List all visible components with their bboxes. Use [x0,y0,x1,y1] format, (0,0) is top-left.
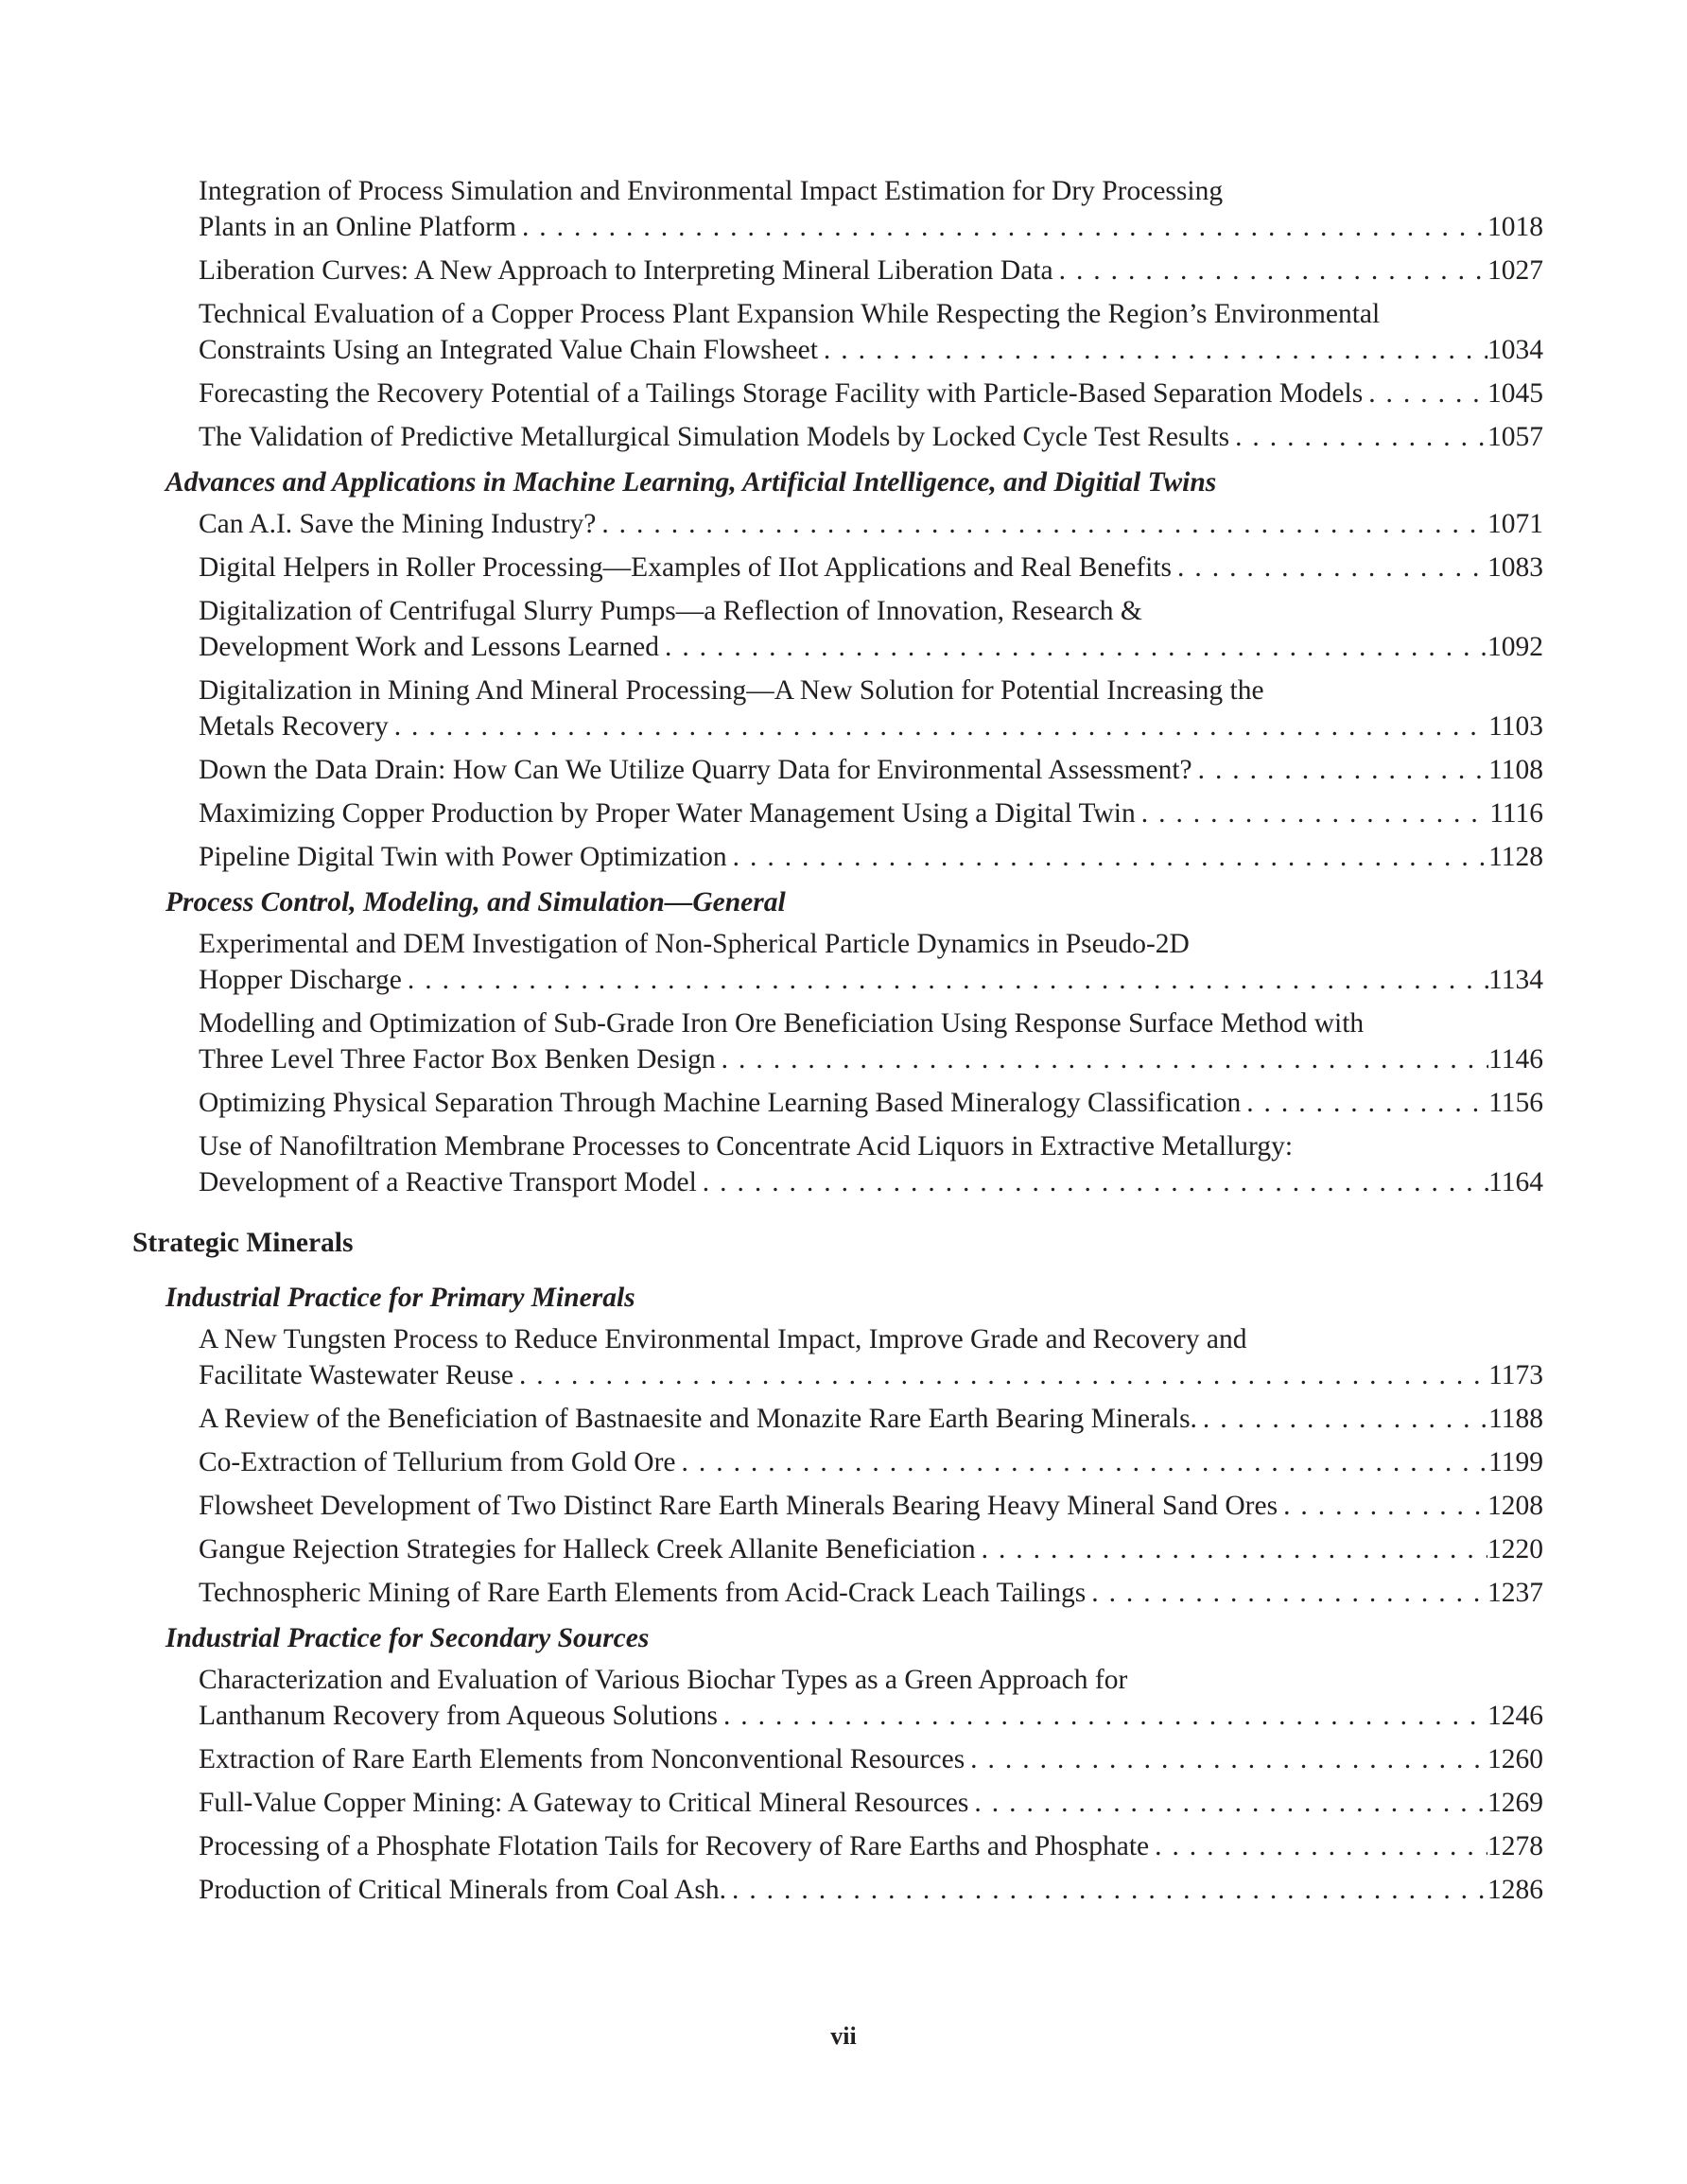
toc-entry-page-number: 1103 [1488,711,1543,742]
toc-entry-page-number: 1220 [1487,1534,1543,1564]
toc-entry [199,839,1543,875]
toc-entry-page-number: 1034 [1487,335,1543,365]
toc-entry-title-line: Digital Helpers in Roller Processing—Examples of IIot Applications and Real Benefits [199,552,1173,583]
toc-entry-last-line [199,1357,1543,1393]
toc-entry-page-number: 1116 [1489,798,1543,829]
toc-entry [199,1321,1543,1393]
toc-entry [199,673,1543,744]
toc-entry-page-number: 1146 [1488,1044,1543,1075]
toc-entry [199,376,1543,411]
toc-entry [199,1401,1543,1437]
toc-entry-title-line: The Validation of Predictive Metallurgical Simulation Models by Locked Cycle Test Results [199,422,1230,452]
toc-entry-page-number: 1237 [1487,1578,1543,1608]
toc-entry-last-line [199,962,1543,998]
toc-entry-title-line: Hopper Discharge [199,965,402,995]
dot-leader [718,1698,1487,1734]
toc-entry-last-line [199,629,1543,665]
dot-leader [818,332,1487,368]
toc-entry-last-line [199,1531,1543,1567]
dot-leader [676,1444,1489,1480]
toc-entry-last-line [199,1085,1543,1121]
toc-entry [199,253,1543,288]
dot-leader [402,962,1488,998]
dot-leader [965,1741,1487,1777]
toc-entry-page-number: 1057 [1487,422,1543,452]
toc-entry-last-line [199,1041,1543,1077]
toc-entry-title-line: Digitalization in Mining And Mineral Processing—A New Solution for Potential Increasing the [199,675,1264,706]
toc-entry-page-number: 1208 [1487,1491,1543,1521]
section-heading: Strategic Minerals [132,1228,354,1258]
table-of-contents [0,173,1687,1915]
toc-entry-page-number: 1027 [1487,255,1543,286]
toc-entry [199,419,1543,455]
toc-entry-title-line: Forecasting the Recovery Potential of a Tailings Storage Facility with Particle-Based Separation Models [199,378,1364,409]
toc-entry [199,1785,1543,1821]
toc-entry-title-line: Optimizing Physical Separation Through Machine Learning Based Mineralogy Classification [199,1088,1242,1118]
toc-entry-title-line: Liberation Curves: A New Approach to Interpreting Mineral Liberation Data [199,255,1053,286]
subsection-heading: Advances and Applications in Machine Learning, Artificial Intelligence, and Digitial Twins [165,467,1217,498]
toc-entry-page-number: 1199 [1488,1447,1543,1477]
toc-entry-page-number: 1188 [1488,1404,1543,1434]
dot-leader [1229,419,1487,455]
dot-leader [516,209,1487,245]
dot-leader [1278,1488,1487,1524]
toc-entry-last-line [199,795,1543,831]
toc-entry-last-line [199,550,1543,585]
toc-entry [199,593,1543,665]
toc-entry-page-number: 1269 [1487,1788,1543,1818]
dot-leader [1197,1401,1488,1437]
toc-entry-title-line: Integration of Process Simulation and Environmental Impact Estimation for Dry Processing [199,176,1224,206]
dot-leader [596,506,1487,542]
toc-entry-last-line [199,839,1543,875]
toc-entry-page-number: 1128 [1488,842,1543,872]
dot-leader [968,1785,1487,1821]
dot-leader [727,839,1488,875]
toc-entry-title-line: Co-Extraction of Tellurium from Gold Ore [199,1447,676,1477]
toc-entry-title-line: Pipeline Digital Twin with Power Optimization [199,842,727,872]
toc-entry-title-line: Production of Critical Minerals from Coal Ash. [199,1875,726,1905]
toc-entry [199,550,1543,585]
toc-entry-title-line: Constraints Using an Integrated Value Chain Flowsheet [199,335,818,365]
toc-entry-page-number: 1018 [1487,212,1543,242]
toc-entry-page-number: 1071 [1487,509,1543,539]
toc-entry [199,752,1543,788]
toc-entry-last-line [199,1872,1543,1908]
toc-entry-page-number: 1083 [1487,552,1543,583]
dot-leader [1192,752,1488,788]
toc-entry-title-line: Use of Nanofiltration Membrane Processes to Concentrate Acid Liquors in Extractive Metallurgy: [199,1131,1294,1162]
toc-entry-last-line [199,209,1543,245]
toc-entry-last-line [199,419,1543,455]
toc-entry-title-line: Development of a Reactive Transport Model [199,1167,697,1197]
toc-entry [199,1128,1543,1200]
toc-entry [199,1085,1543,1121]
toc-entry-title-line: Can A.I. Save the Mining Industry? [199,509,597,539]
toc-entry-page-number: 1092 [1487,632,1543,662]
toc-entry-title-line: Modelling and Optimization of Sub-Grade Iron Ore Beneficiation Using Response Surface Method with [199,1008,1365,1039]
toc-entry [199,926,1543,998]
toc-entry-title-line: Experimental and DEM Investigation of Non-Spherical Particle Dynamics in Pseudo-2D [199,929,1190,959]
toc-entry-title-line: A Review of the Beneficiation of Bastnaesite and Monazite Rare Earth Bearing Minerals. [199,1404,1197,1434]
toc-entry-last-line [199,1444,1543,1480]
toc-entry-title-line: Three Level Three Factor Box Benken Design [199,1044,716,1075]
toc-entry [199,1872,1543,1908]
dot-leader [513,1357,1488,1393]
toc-entry-page-number: 1260 [1487,1744,1543,1774]
toc-entry-last-line [199,1401,1543,1437]
dot-leader [1086,1575,1487,1611]
dot-leader [976,1531,1487,1567]
dot-leader [389,708,1488,744]
toc-entry-page-number: 1164 [1488,1167,1543,1197]
dot-leader [1241,1085,1488,1121]
toc-entry-last-line [199,253,1543,288]
toc-entry-title-line: Digitalization of Centrifugal Slurry Pumps—a Reflection of Innovation, Research & [199,596,1142,626]
dot-leader [726,1872,1487,1908]
toc-entry-last-line [199,1575,1543,1611]
dot-leader [659,629,1487,665]
toc-entry [199,1575,1543,1611]
toc-entry-title-line: Characterization and Evaluation of Various Biochar Types as a Green Approach for [199,1665,1128,1695]
toc-entry-last-line [199,752,1543,788]
toc-entry [199,1662,1543,1734]
toc-entry-title-line: Processing of a Phosphate Flotation Tails for Recovery of Rare Earths and Phosphate [199,1831,1150,1861]
toc-entry-title-line: Technospheric Mining of Rare Earth Elements from Acid-Crack Leach Tailings [199,1578,1087,1608]
toc-entry [199,1828,1543,1864]
toc-entry-last-line [199,708,1543,744]
toc-entry-title-line: A New Tungsten Process to Reduce Environmental Impact, Improve Grade and Recovery and [199,1324,1247,1354]
subsection-heading: Process Control, Modeling, and Simulation—General [165,887,786,917]
toc-entry-page-number: 1286 [1487,1875,1543,1905]
toc-entry-last-line [199,1741,1543,1777]
subsection-heading: Industrial Practice for Primary Minerals [165,1283,635,1313]
toc-entry-last-line [199,1488,1543,1524]
dot-leader [1053,253,1487,288]
toc-entry-title-line: Lanthanum Recovery from Aqueous Solutions [199,1701,718,1731]
toc-entry-last-line [199,1828,1543,1864]
toc-entry [199,173,1543,245]
dot-leader [1149,1828,1487,1864]
toc-entry [199,1488,1543,1524]
toc-entry-title-line: Metals Recovery [199,711,389,742]
toc-entry-page-number: 1278 [1487,1831,1543,1861]
toc-entry-page-number: 1134 [1488,965,1543,995]
toc-entry-page-number: 1108 [1488,755,1543,785]
toc-entry-title-line: Plants in an Online Platform [199,212,516,242]
subsection-heading: Industrial Practice for Secondary Sources [165,1623,650,1653]
toc-entry-title-line: Full-Value Copper Mining: A Gateway to Critical Mineral Resources [199,1788,969,1818]
toc-entry-title-line: Technical Evaluation of a Copper Process Plant Expansion While Respecting the Region’s Environmental [199,299,1381,329]
toc-entry-title-line: Extraction of Rare Earth Elements from Nonconventional Resources [199,1744,965,1774]
toc-entry-last-line [199,1164,1543,1200]
toc-entry-title-line: Gangue Rejection Strategies for Halleck Creek Allanite Beneficiation [199,1534,976,1564]
toc-entry-last-line [199,1785,1543,1821]
toc-entry-title-line: Maximizing Copper Production by Proper Water Management Using a Digital Twin [199,798,1136,829]
toc-entry-title-line: Down the Data Drain: How Can We Utilize Quarry Data for Environmental Assessment? [199,755,1192,785]
toc-entry [199,1741,1543,1777]
dot-leader [697,1164,1488,1200]
toc-entry-title-line: Development Work and Lessons Learned [199,632,659,662]
dot-leader [1136,795,1489,831]
toc-entry-title-line: Flowsheet Development of Two Distinct Rare Earth Minerals Bearing Heavy Mineral Sand Ores [199,1491,1278,1521]
page-number: vii [830,2022,857,2050]
dot-leader [1172,550,1487,585]
toc-entry-page-number: 1173 [1488,1360,1543,1390]
toc-entry [199,506,1543,542]
toc-entry-last-line [199,376,1543,411]
toc-entry [199,795,1543,831]
toc-entry [199,1531,1543,1567]
toc-entry-last-line [199,506,1543,542]
toc-entry-page-number: 1246 [1487,1701,1543,1731]
toc-entry-title-line: Facilitate Wastewater Reuse [199,1360,513,1390]
toc-entry [199,1444,1543,1480]
toc-entry [199,296,1543,368]
toc-entry [199,1005,1543,1077]
dot-leader [716,1041,1488,1077]
toc-entry-page-number: 1156 [1488,1088,1543,1118]
toc-entry-last-line [199,1698,1543,1734]
dot-leader [1363,376,1487,411]
toc-entry-last-line [199,332,1543,368]
toc-entry-page-number: 1045 [1487,378,1543,409]
